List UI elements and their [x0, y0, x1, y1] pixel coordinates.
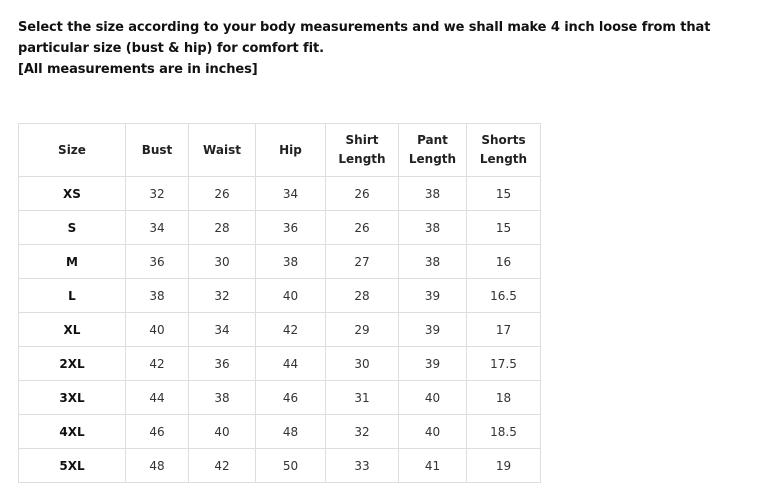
cell-bust: 32 [126, 177, 189, 211]
cell-size: 2XL [19, 347, 126, 381]
cell-hip: 38 [256, 245, 326, 279]
size-chart-body [19, 177, 541, 483]
cell-bust: 42 [126, 347, 189, 381]
header-label: Hip [279, 142, 302, 157]
cell-pant-length: 40 [399, 381, 467, 415]
cell-pant-length: 39 [399, 313, 467, 347]
header-label-line1: Shirt [345, 133, 379, 147]
cell-size: 3XL [19, 381, 126, 415]
table-row [19, 313, 541, 347]
cell-pant-length: 40 [399, 415, 467, 449]
cell-size: 5XL [19, 449, 126, 483]
cell-bust: 36 [126, 245, 189, 279]
header-bust [126, 124, 189, 177]
cell-shirt-length: 33 [326, 449, 399, 483]
header-label: Bust [141, 142, 173, 157]
cell-hip: 44 [256, 347, 326, 381]
cell-shirt-length: 32 [326, 415, 399, 449]
cell-shirt-length: 26 [326, 177, 399, 211]
measurement-unit-note: [All measurements are in inches] [18, 62, 258, 77]
cell-shirt-length: 31 [326, 381, 399, 415]
cell-pant-length: 38 [399, 177, 467, 211]
cell-shorts-length: 16 [467, 245, 541, 279]
size-guide-intro [18, 17, 756, 80]
cell-hip: 34 [256, 177, 326, 211]
header-label: Size [58, 142, 86, 157]
cell-size: M [19, 245, 126, 279]
cell-shirt-length: 27 [326, 245, 399, 279]
cell-waist: 30 [189, 245, 256, 279]
cell-waist: 42 [189, 449, 256, 483]
cell-waist: 40 [189, 415, 256, 449]
cell-bust: 38 [126, 279, 189, 313]
cell-size: L [19, 279, 126, 313]
cell-waist: 34 [189, 313, 256, 347]
table-row [19, 415, 541, 449]
cell-hip: 46 [256, 381, 326, 415]
header-hip [256, 124, 326, 177]
cell-shirt-length: 30 [326, 347, 399, 381]
cell-pant-length: 41 [399, 449, 467, 483]
cell-pant-length: 39 [399, 279, 467, 313]
header-shorts-length [467, 124, 541, 177]
cell-hip: 40 [256, 279, 326, 313]
cell-shorts-length: 18 [467, 381, 541, 415]
cell-size: 4XL [19, 415, 126, 449]
cell-waist: 38 [189, 381, 256, 415]
table-row [19, 177, 541, 211]
cell-shorts-length: 16.5 [467, 279, 541, 313]
size-chart-table [18, 123, 541, 483]
table-row [19, 279, 541, 313]
cell-size: XS [19, 177, 126, 211]
cell-waist: 26 [189, 177, 256, 211]
header-shirt-length [326, 124, 399, 177]
cell-hip: 48 [256, 415, 326, 449]
cell-pant-length: 39 [399, 347, 467, 381]
cell-waist: 28 [189, 211, 256, 245]
cell-hip: 50 [256, 449, 326, 483]
cell-shorts-length: 17.5 [467, 347, 541, 381]
cell-bust: 44 [126, 381, 189, 415]
cell-hip: 36 [256, 211, 326, 245]
cell-shirt-length: 29 [326, 313, 399, 347]
table-row [19, 449, 541, 483]
cell-shirt-length: 28 [326, 279, 399, 313]
table-row [19, 211, 541, 245]
cell-waist: 36 [189, 347, 256, 381]
cell-size: XL [19, 313, 126, 347]
header-label-line2: Length [479, 152, 528, 166]
size-chart-header-row [19, 124, 541, 177]
table-row [19, 245, 541, 279]
cell-bust: 40 [126, 313, 189, 347]
header-pant-length [399, 124, 467, 177]
header-label-line2: Length [338, 152, 386, 166]
cell-shirt-length: 26 [326, 211, 399, 245]
header-label-line1: Shorts [481, 133, 526, 147]
table-row [19, 347, 541, 381]
header-label-line2: Length [408, 152, 457, 166]
cell-hip: 42 [256, 313, 326, 347]
cell-pant-length: 38 [399, 245, 467, 279]
cell-bust: 46 [126, 415, 189, 449]
header-waist [189, 124, 256, 177]
cell-bust: 34 [126, 211, 189, 245]
cell-shorts-length: 15 [467, 177, 541, 211]
cell-shorts-length: 19 [467, 449, 541, 483]
cell-size: S [19, 211, 126, 245]
cell-shorts-length: 17 [467, 313, 541, 347]
header-size [19, 124, 126, 177]
sizing-instructions: Select the size according to your body measurements and we shall make 4 inch loose from that particular size (bust & hip) for comfort fit. [18, 20, 711, 56]
table-row [19, 381, 541, 415]
cell-waist: 32 [189, 279, 256, 313]
cell-shorts-length: 18.5 [467, 415, 541, 449]
header-label: Waist [203, 142, 241, 157]
cell-bust: 48 [126, 449, 189, 483]
cell-pant-length: 38 [399, 211, 467, 245]
header-label-line1: Pant [417, 133, 448, 147]
cell-shorts-length: 15 [467, 211, 541, 245]
